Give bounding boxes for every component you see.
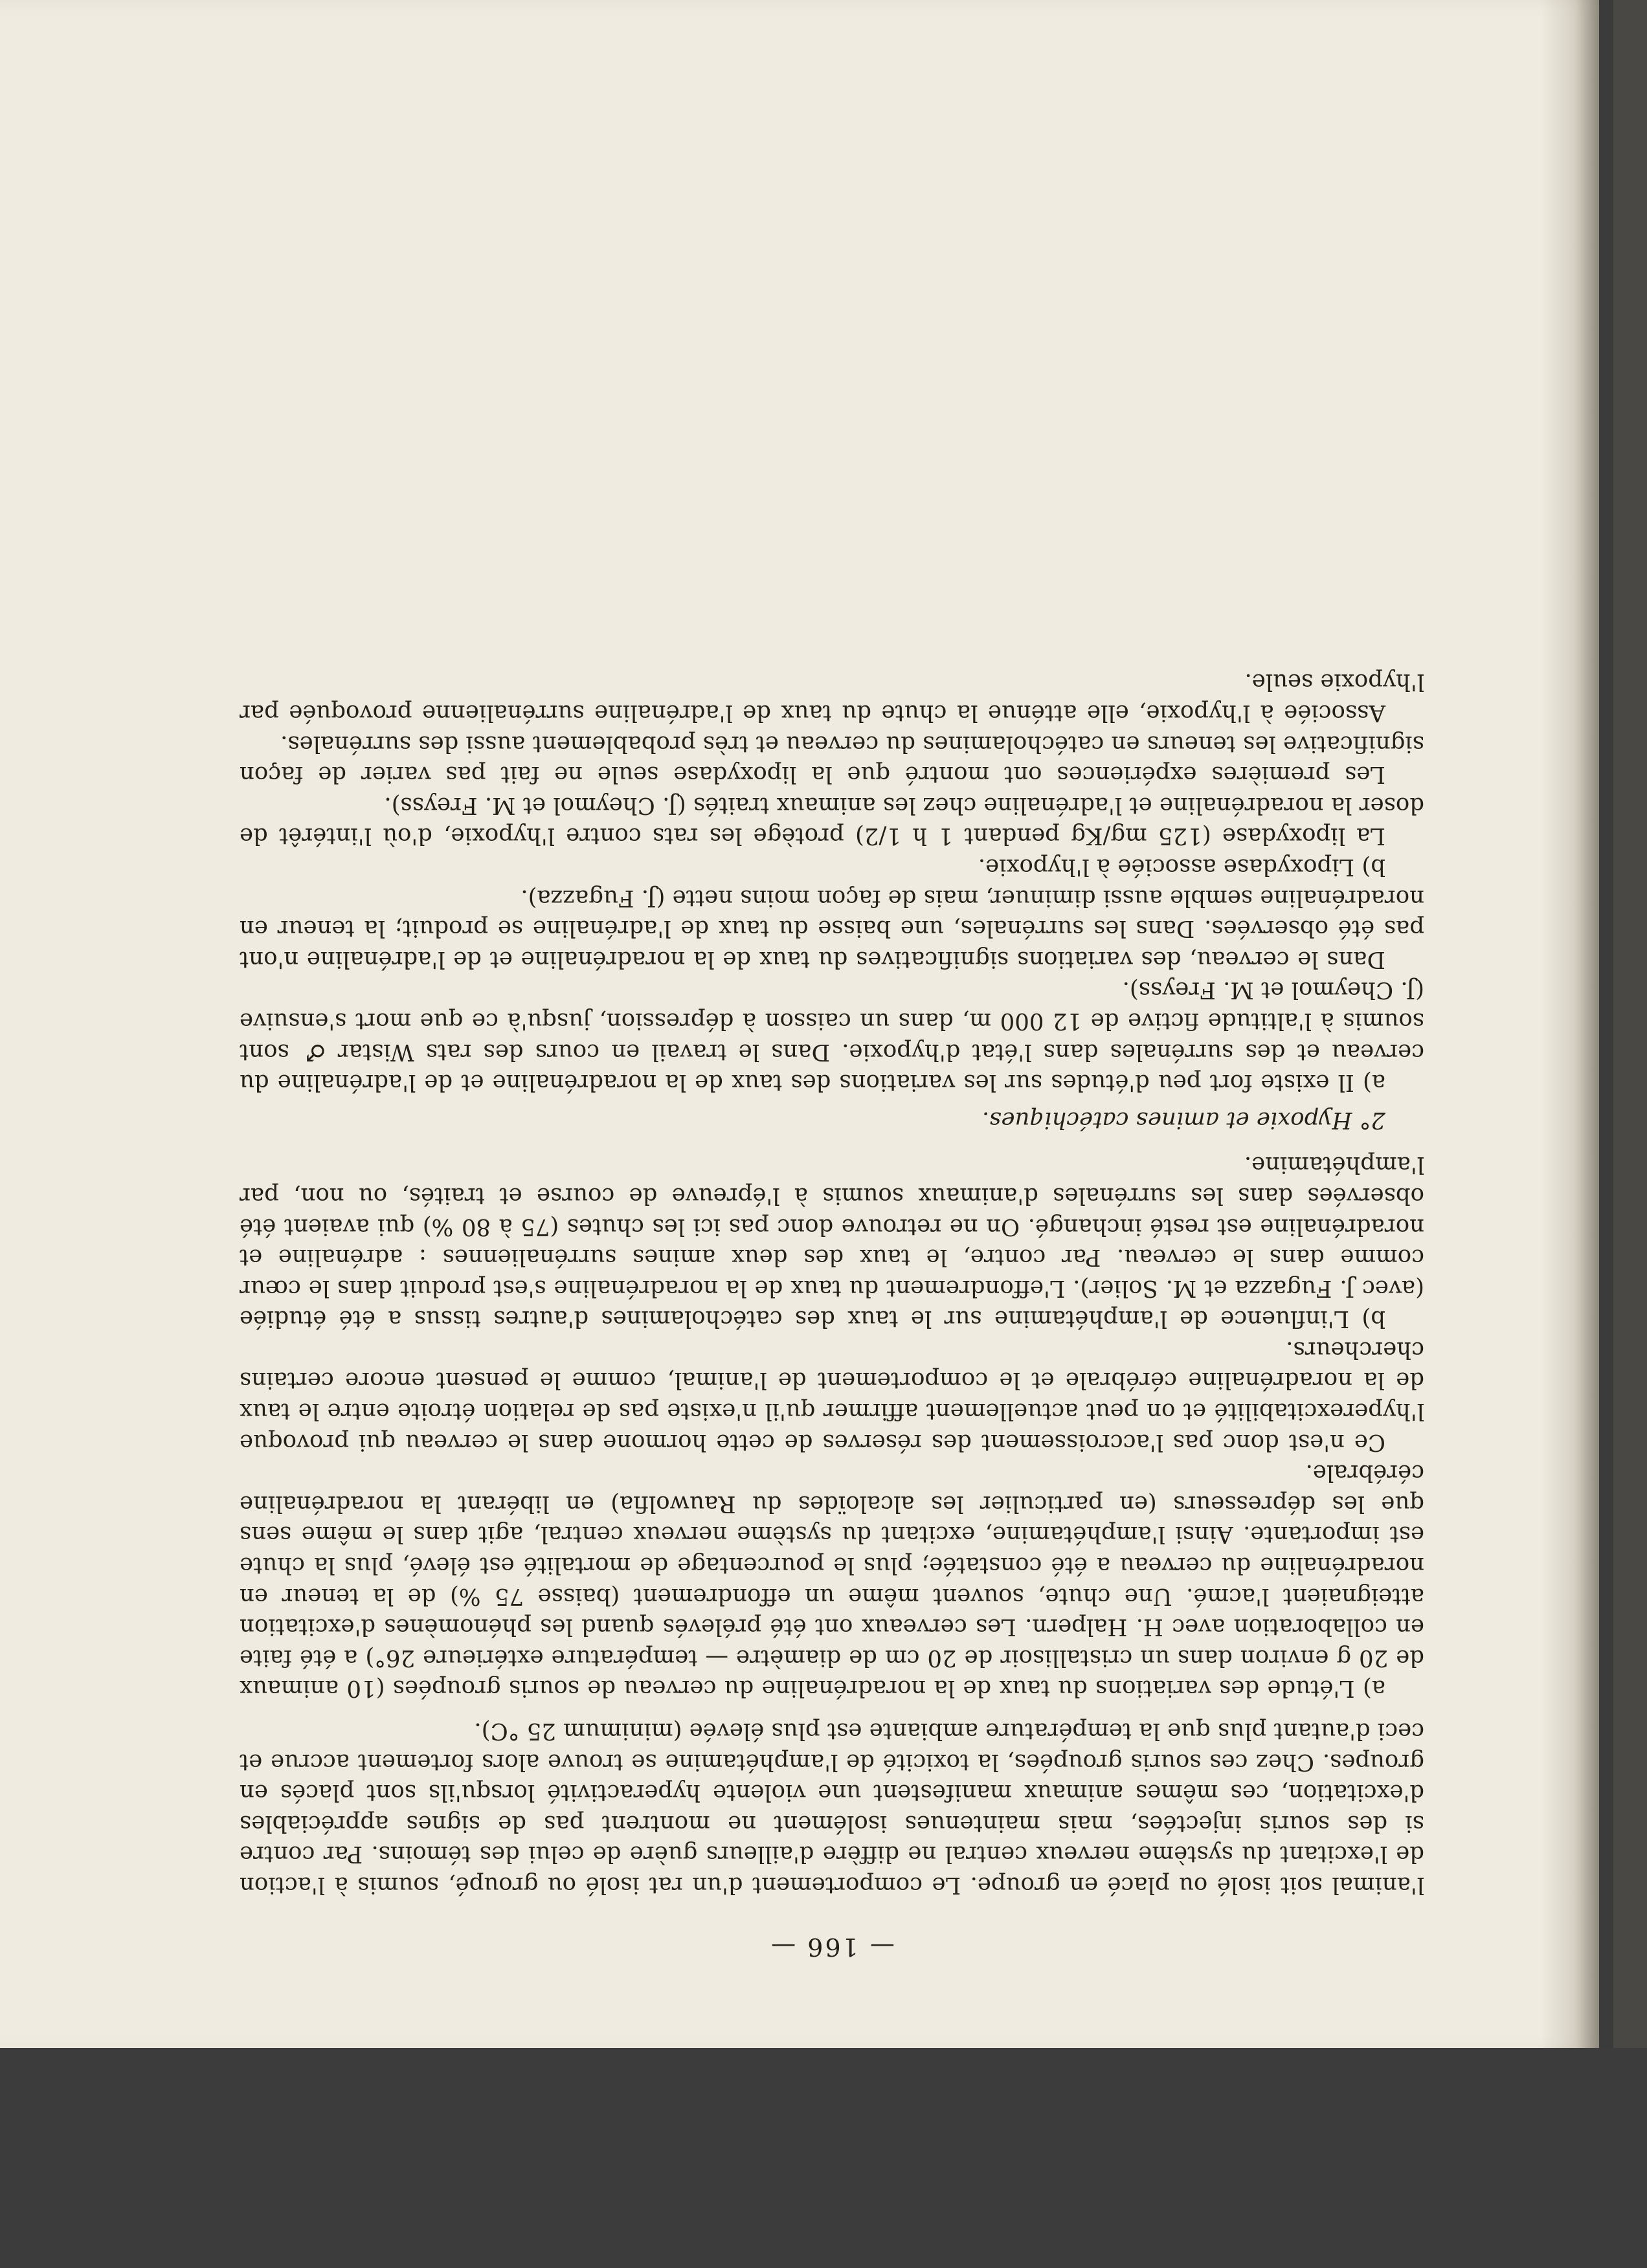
paragraph-lipoxydase-protection: La lipoxydase (125 mg/Kg pendant 1 h 1/2) protège les rats contre l'hypoxie, d'où l'intérêt de doser la noradrénaline et l'adrénaline chez les animaux traités (J. Cheymol et M. Freyss). — [240, 792, 1424, 850]
paragraph-associee-hypoxie: Associée à l'hypoxie, elle atténue la chute du taux de l'adrénaline surrénalienne provoquée par l'hypoxie seule. — [240, 669, 1424, 727]
scanner-edge-strip — [1613, 0, 1647, 2268]
scanner-bed-area — [0, 2048, 1647, 2268]
paragraph-b-lipoxydase-heading: b) Lipoxydase associée à l'hypoxie. — [978, 854, 1385, 880]
paragraph-a-noradrenaline-souris: a) L'étude des variations du taux de la noradrénaline du cerveau de souris groupées (10 animaux de 20 g environ dans un cristallisoir de 20 cm de diamètre — température extérieure 26°) a été faite en collaboration avec H. Halpern. Les cerveaux ont été prélevés quand les phénomènes d'excitation atteignaient l'acmé. Une chute, souvent même un effondrement (baisse 75 %) de la teneur en noradrénaline du cerveau a été constatée; plus le pourcentage de mortalité est élevé, plus la chute est importante. Ainsi l'amphétamine, excitant du système nerveux central, agit dans le même sens que les dépresseurs (en particulier les alcaloïdes du Rauwolfia) en libérant la noradrénaline cérébrale. — [240, 1460, 1424, 1702]
page-number: — 166 — — [769, 1933, 895, 1961]
paragraph-a-hypoxie-etudes: a) Il existe fort peu d'études sur les variations des taux de la noradrénaline et de l'adrénaline du cerveau et des surrénales dans l'état d'hypoxie. Dans le travail en cours des rats Wistar ♂ sont soumis à l'altitude fictive de 12 000 m, dans un caisson à dépression, jusqu'à ce que mort s'ensuive (J. Cheymol et M. Freyss). — [240, 977, 1424, 1096]
paragraph-premieres-experiences: Les premières expériences ont montré que la lipoxydase seule ne fait pas varier de façon significative les teneurs en catécholamines du cerveau et très probablement aussi des surrénales. — [240, 730, 1424, 788]
paragraph-continuation: l'animal soit isolé ou placé en groupe. Le comportement d'un rat isolé ou groupé, soumis à l'action de l'excitant du système nerveux central ne diffère d'ailleurs guère de celui des témoins. Par contre si des souris injectées, mais maintenues isolément ne montrent pas de signes appréciables d'excitation, ces mêmes animaux manifestent une violente hyperactivité lorsqu'ils sont placés en groupes. Chez ces souris groupées, la toxicité de l'amphétamine se trouve alors fortement accrue et ceci d'autant plus que la température ambiante est plus élevée (minimum 25 °C). — [240, 1718, 1424, 1898]
upside-down-text-block — [240, 214, 1424, 1961]
paragraph-b-amphetamine-tissus: b) L'influence de l'amphétamine sur le taux des catécholamines d'autres tissus a été étudiée (avec J. Fugazza et M. Solier). L'effondrement du taux de la noradrénaline s'est produit dans le cœur comme dans le cerveau. Par contre, le taux des deux amines surrénaliennes : adrénaline et noradrénaline est resté inchangé. On ne retrouve donc pas ici les chutes (75 à 80 %) qui avaient été observées dans les surrénales d'animaux soumis à l'épreuve de course et traités, ou non, par l'amphétamine. — [240, 1151, 1424, 1333]
page-curve-shadow — [1541, 0, 1599, 2052]
paragraph-hyperexcitabilite: Ce n'est donc pas l'accroissement des réserves de cette hormone dans le cerveau qui provoque l'hyperexcitabilité et on peut actuellement affirmer qu'il n'existe pas de relation étroite entre le taux de la noradrénaline cérébrale et le comportement de l'animal, comme le pensent encore certains chercheurs. — [240, 1336, 1424, 1456]
section-heading-hypoxie: 2° Hypoxie et amines catéchiques. — [981, 1106, 1385, 1133]
paragraph-cerveau-variations: Dans le cerveau, des variations significatives du taux de la noradrénaline et de l'adrénaline n'ont pas été observées. Dans les surrénales, une baisse du taux de l'adrénaline se produit; la teneur en noradrénaline semble aussi diminuer, mais de façon moins nette (J. Fugazza). — [240, 884, 1424, 973]
